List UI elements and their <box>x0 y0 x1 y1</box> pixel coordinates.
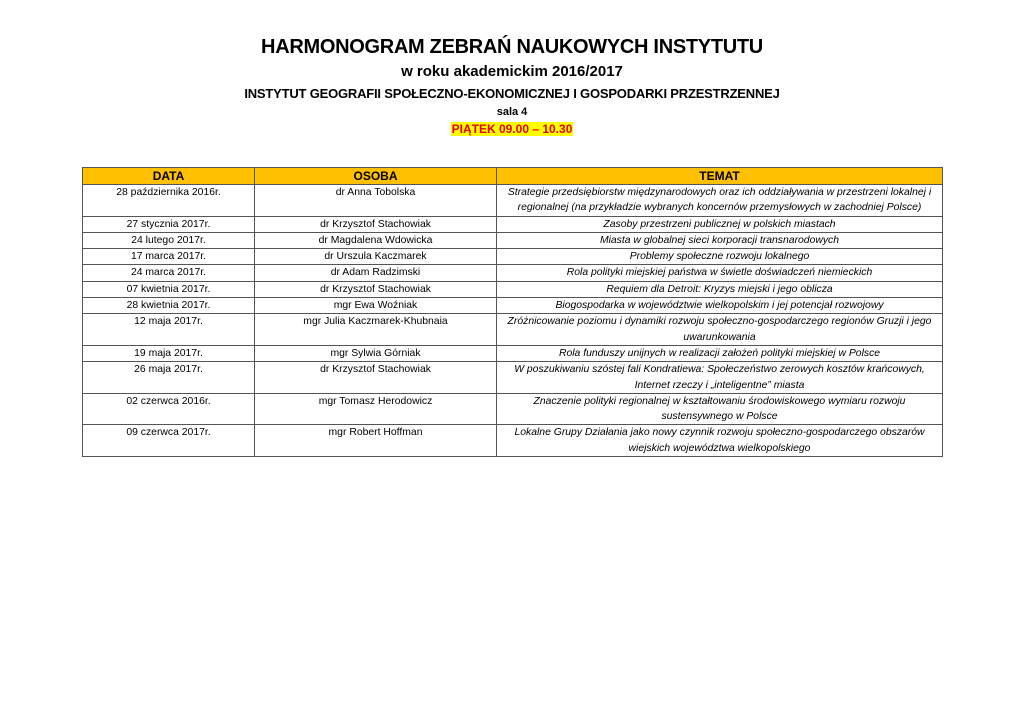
table-row <box>83 216 943 232</box>
cell-person: dr Adam Radzimski <box>255 265 497 281</box>
cell-date: 09 czerwca 2017r. <box>83 425 255 457</box>
institute-name: INSTYTUT GEOGRAFII SPOŁECZNO-EKONOMICZNEJ I GOSPODARKI PRZESTRZENNEJ <box>244 86 780 101</box>
cell-person: dr Anna Tobolska <box>255 185 497 217</box>
schedule-table <box>82 167 943 457</box>
cell-person: mgr Ewa Woźniak <box>255 298 497 314</box>
table-row <box>83 298 943 314</box>
cell-person: dr Krzysztof Stachowiak <box>255 281 497 297</box>
cell-date: 17 marca 2017r. <box>83 249 255 265</box>
table-row <box>83 265 943 281</box>
cell-person: mgr Sylwia Górniak <box>255 345 497 361</box>
cell-topic: Znaczenie polityki regionalnej w kształtowaniu środowiskowego wymiaru rozwoju sustensywnego w Polsce <box>497 393 943 425</box>
cell-date: 24 marca 2017r. <box>83 265 255 281</box>
cell-person: mgr Julia Kaczmarek-Khubnaia <box>255 314 497 346</box>
cell-person: dr Krzysztof Stachowiak <box>255 362 497 394</box>
cell-topic: Zróżnicowanie poziomu i dynamiki rozwoju społeczno-gospodarczego regionów Gruzji i jego uwarunkowania <box>497 314 943 346</box>
cell-topic: Strategie przedsiębiorstw międzynarodowych oraz ich oddziaływania w przestrzeni lokalnej i regionalnej (na przykładzie wybranych koncernów przemysłowych w zachodniej Polsce) <box>497 185 943 217</box>
column-header-person: OSOBA <box>255 168 497 185</box>
cell-date: 07 kwietnia 2017r. <box>83 281 255 297</box>
room-label: sala 4 <box>496 106 528 118</box>
table-row <box>83 281 943 297</box>
meeting-time-text: PIĄTEK 09.00 – 10.30 <box>451 122 573 136</box>
table-row <box>83 232 943 248</box>
cell-person: mgr Robert Hoffman <box>255 425 497 457</box>
table-header-row <box>83 168 943 185</box>
cell-date: 02 czerwca 2016r. <box>83 393 255 425</box>
cell-person: dr Urszula Kaczmarek <box>255 249 497 265</box>
cell-topic: Requiem dla Detroit: Kryzys miejski i jego oblicza <box>497 281 943 297</box>
table-row <box>83 362 943 394</box>
cell-topic: Miasta w globalnej sieci korporacji transnarodowych <box>497 232 943 248</box>
cell-topic: Problemy społeczne rozwoju lokalnego <box>497 249 943 265</box>
cell-topic: Rola polityki miejskiej państwa w świetle doświadczeń niemieckich <box>497 265 943 281</box>
table-row <box>83 185 943 217</box>
cell-date: 26 maja 2017r. <box>83 362 255 394</box>
cell-topic: Zasoby przestrzeni publicznej w polskich miastach <box>497 216 943 232</box>
cell-topic: Rola funduszy unijnych w realizacji założeń polityki miejskiej w Polsce <box>497 345 943 361</box>
cell-person: mgr Tomasz Herodowicz <box>255 393 497 425</box>
cell-person: dr Krzysztof Stachowiak <box>255 216 497 232</box>
cell-topic: W poszukiwaniu szóstej fali Kondratiewa: Społeczeństwo zerowych kosztów krańcowych, Internet rzeczy i „inteligentne” miasta <box>497 362 943 394</box>
cell-topic: Biogospodarka w województwie wielkopolskim i jej potencjał rozwojowy <box>497 298 943 314</box>
page-title: HARMONOGRAM ZEBRAŃ NAUKOWYCH INSTYTUTU <box>261 36 763 58</box>
table-row <box>83 249 943 265</box>
column-header-date: DATA <box>83 168 255 185</box>
table-row <box>83 345 943 361</box>
meeting-time <box>0 122 1024 136</box>
table-row <box>83 393 943 425</box>
column-header-topic: TEMAT <box>497 168 943 185</box>
cell-date: 12 maja 2017r. <box>83 314 255 346</box>
cell-date: 24 lutego 2017r. <box>83 232 255 248</box>
table-row <box>83 425 943 457</box>
cell-date: 28 października 2016r. <box>83 185 255 217</box>
cell-date: 28 kwietnia 2017r. <box>83 298 255 314</box>
cell-date: 19 maja 2017r. <box>83 345 255 361</box>
cell-person: dr Magdalena Wdowicka <box>255 232 497 248</box>
table-row <box>83 314 943 346</box>
cell-date: 27 stycznia 2017r. <box>83 216 255 232</box>
academic-year-subtitle: w roku akademickim 2016/2017 <box>401 63 623 80</box>
cell-topic: Lokalne Grupy Działania jako nowy czynnik rozwoju społeczno-gospodarczego obszarów wiejskich województwa wielkopolskiego <box>497 425 943 457</box>
